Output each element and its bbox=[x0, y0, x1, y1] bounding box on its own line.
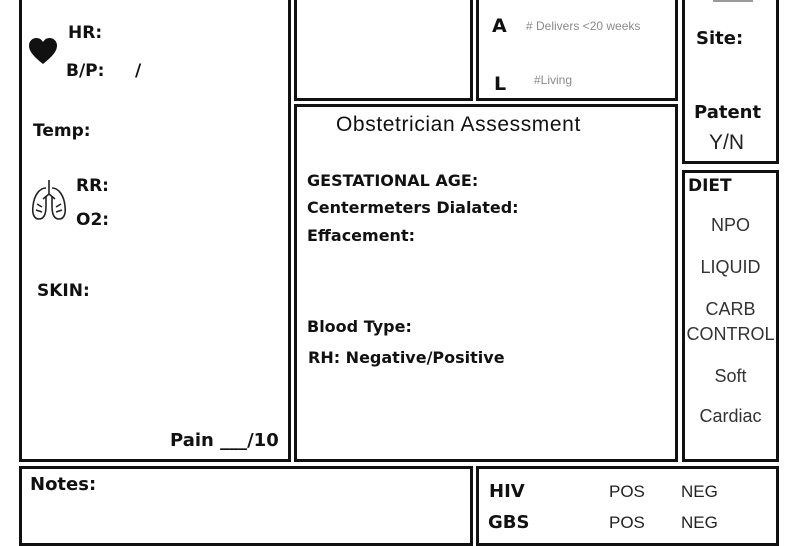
temp-label: Temp: bbox=[33, 121, 91, 141]
labs-box bbox=[476, 466, 779, 546]
lab-gbs-neg: NEG bbox=[681, 513, 718, 532]
gtpal-a-letter: A bbox=[492, 15, 507, 37]
lab-name-hiv: HIV bbox=[489, 481, 525, 502]
diet-option-npo: NPO bbox=[710, 215, 750, 235]
lab-hiv-pos: POS bbox=[609, 482, 645, 501]
iv-cutoff-text bbox=[713, 0, 753, 2]
lab-hiv-neg: NEG bbox=[681, 482, 718, 501]
patent-label: Patent bbox=[694, 102, 762, 123]
bp-label: B/P: bbox=[66, 61, 105, 81]
cm-dilated-label: Centermeters Dialated: bbox=[307, 198, 519, 217]
gtpal-l-hint: #Living bbox=[534, 73, 573, 87]
assessment-box bbox=[294, 104, 678, 462]
gtpal-a-hint: # Delivers <20 weeks bbox=[526, 19, 641, 33]
lungs-icon bbox=[30, 178, 68, 222]
site-label: Site: bbox=[696, 28, 744, 49]
gestational-age-label: GESTATIONAL AGE: bbox=[307, 171, 479, 190]
diet-option-control: CONTROL bbox=[686, 324, 775, 344]
top-empty-box bbox=[294, 0, 473, 101]
lab-name-gbs: GBS bbox=[488, 512, 530, 533]
blood-type-label: Blood Type: bbox=[307, 317, 412, 336]
bp-separator: / bbox=[135, 61, 142, 81]
notes-label: Notes: bbox=[30, 474, 97, 495]
gtpal-l-letter: L bbox=[494, 73, 507, 95]
effacement-label: Effacement: bbox=[307, 226, 415, 245]
pain-label: Pain ___/10 bbox=[170, 430, 279, 451]
skin-label: SKIN: bbox=[37, 281, 90, 301]
hr-label: HR: bbox=[68, 23, 103, 43]
o2-label: O2: bbox=[76, 210, 110, 230]
diet-title: DIET bbox=[688, 176, 732, 196]
rh-label: RH: Negative/Positive bbox=[308, 348, 505, 367]
diet-box bbox=[682, 170, 779, 462]
diet-option-liquid: LIQUID bbox=[700, 257, 761, 277]
diet-option-soft: Soft bbox=[714, 366, 747, 386]
heart-icon bbox=[28, 37, 58, 65]
diet-option-carb: CARB bbox=[705, 299, 756, 319]
assessment-title: Obstetrician Assessment bbox=[336, 113, 581, 136]
rr-label: RR: bbox=[76, 176, 109, 196]
lab-gbs-pos: POS bbox=[609, 513, 645, 532]
diet-option-cardiac: Cardiac bbox=[699, 406, 762, 426]
vitals-box bbox=[19, 0, 291, 462]
patent-value: Y/N bbox=[709, 131, 745, 154]
